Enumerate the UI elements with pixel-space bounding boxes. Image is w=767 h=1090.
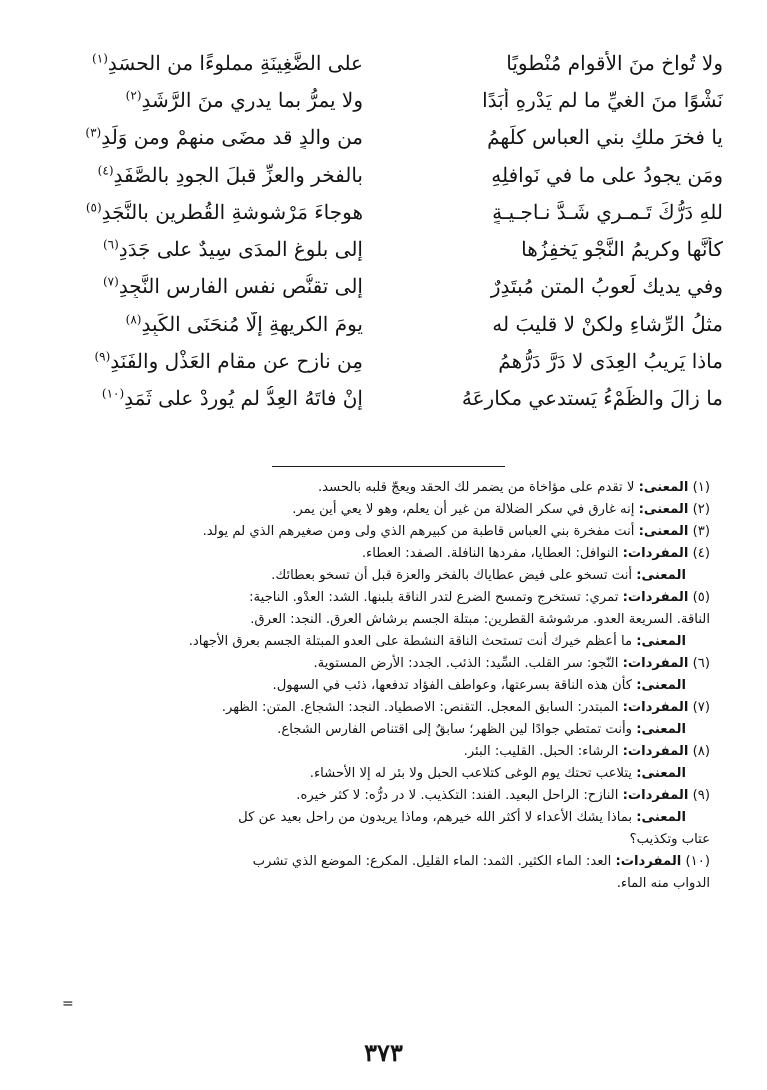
footnote-text: الناقة. السريعة العدو. مرشوشة القطرين: مبتلة الجسم برشاش العرق. النجد: العرق.	[250, 612, 710, 627]
verse-second-hemistich	[33, 200, 363, 224]
footnote-line	[64, 807, 710, 829]
footnote-number: (٥)	[692, 590, 710, 605]
poem	[33, 44, 723, 417]
verse-second-hemistich	[33, 125, 363, 149]
footnote-marker: (٥)	[85, 200, 102, 215]
footnote-number: (١٠)	[685, 854, 710, 869]
footnote-number: (٣)	[692, 524, 710, 539]
footnote-text: أنت مفخرة بني العباس قاطبة من كبيرهم الذي ولى ومن صغيرهم الذي لم يولد.	[202, 524, 639, 539]
verse-second-hemistich	[33, 312, 363, 336]
footnote-marker: (٧)	[102, 274, 119, 289]
footnote-label: المفردات:	[615, 854, 682, 869]
verse-line	[33, 230, 723, 267]
footnote-line	[64, 785, 710, 807]
verse-second-text: بالفخرِ والعزِّ قبلَ الجودِ بالصَّفَدِ	[113, 162, 363, 187]
verse-line	[33, 342, 723, 379]
footnote-label: المفردات:	[622, 546, 689, 561]
footnote-marker: (٣)	[85, 125, 102, 140]
footnote-label: المفردات:	[622, 700, 689, 715]
footnote-label: المفردات:	[622, 656, 689, 671]
verse-second-text: ولا يمرُّ بما يدري منَ الرَّشَدِ	[141, 87, 363, 112]
footnote-line	[64, 521, 710, 543]
footnote-line	[64, 675, 710, 697]
footnotes	[64, 477, 710, 895]
footnote-label: المفردات:	[622, 788, 689, 803]
footnote-marker: (٩)	[94, 349, 111, 364]
verse-second-text: إلى تقنُّصِ نفسِ الفارسِ النَّجِدِ	[118, 274, 363, 299]
footnote-label: المعنى:	[636, 766, 686, 781]
footnote-line	[64, 631, 710, 653]
verse-first-hemistich: كأنَّها وكريمُ النَّجْوِ يَخفِزُها	[521, 237, 723, 262]
footnote-number: (٩)	[692, 788, 710, 803]
footnote-text: يتلاعب تحتك يوم الوغى كتلاعب الحبل ولا بئر له إلا الأحشاء.	[309, 766, 637, 781]
verse-line	[33, 44, 723, 81]
footnote-marker: (١)	[92, 50, 108, 65]
footnote-label: المفردات:	[622, 744, 689, 759]
verse-first-hemistich: ماذا يَريبُ العِدَى لا دَرَّ دَرُّهمُ	[498, 349, 723, 374]
verse-second-hemistich	[33, 163, 363, 187]
footnote-marker: (١٠)	[101, 386, 125, 401]
footnote-number: (٢)	[692, 502, 710, 517]
verse-first-hemistich: ومَن يجودُ على ما في نَوافلِهِ	[491, 162, 723, 187]
verse-first-hemistich: مثلُ الرِّشاءِ ولكنْ لا قليبَ له	[492, 311, 723, 336]
footnote-line	[64, 499, 710, 521]
verse-line	[33, 305, 723, 342]
footnote-text: كأن هذه الناقة بسرعتها، وعواطف الفؤاد تدفعها، ذئب في السهول.	[272, 678, 637, 693]
footnote-label: المعنى:	[636, 722, 686, 737]
footnote-text: تمري: تستخرج وتمسح الضرع لتدر الناقة بلبنها. الشد: العدْو. الناجية:	[249, 590, 623, 605]
footnote-number: (٤)	[692, 546, 710, 561]
footnote-label: المعنى:	[638, 480, 689, 495]
footnote-text: ما أعظم خيرك أنت تستحث الناقة النشطة على العدو المبتلة الجسم بعرق الأجهاد.	[188, 634, 637, 649]
footnote-line	[64, 587, 710, 609]
footnote-line	[64, 851, 710, 873]
verse-first-hemistich: نَشْوًا منَ الغيِّ ما لم يَدْرِهِ أبَدًا	[482, 87, 723, 112]
footnote-line	[64, 697, 710, 719]
footnote-text: وأنت تمتطي جوادًا لين الظهر؛ سابقٌ إلى اقتناص الفارس الشجاع.	[277, 722, 637, 737]
footnote-number: (٦)	[692, 656, 710, 671]
footnote-text: المبتدر: السابق المعجل. التقنص: الاصطياد. النجد: الشجاع. المتن: الظهر.	[221, 700, 623, 715]
footnote-label: المعنى:	[636, 568, 686, 583]
verse-second-hemistich	[33, 386, 363, 410]
verse-line	[33, 119, 723, 156]
verse-first-hemistich: للهِ دَرُّكَ تَـمـري شَـدَّ نـاجـيـةٍ	[492, 199, 723, 224]
footnote-number: (١)	[692, 480, 710, 495]
verse-line	[33, 268, 723, 305]
footnote-label: المعنى:	[636, 634, 686, 649]
footnote-line	[64, 763, 710, 785]
footnote-line	[64, 543, 710, 565]
footnote-text: العد: الماء الكثير. الثمد: الماء القليل. المكرع: الموضع الذي تشرب	[252, 854, 616, 869]
footnote-label: المعنى:	[638, 502, 689, 517]
footnote-line	[64, 829, 710, 851]
footnote-line	[64, 477, 710, 499]
verse-first-hemistich: ما زالَ والظِّمْءُ يَستدعي مكارِعَهُ	[461, 386, 723, 411]
footnote-separator	[272, 466, 505, 467]
verse-second-hemistich	[33, 274, 363, 298]
verse-second-hemistich	[33, 237, 363, 261]
footnote-text: الدواب منه الماء.	[616, 876, 710, 891]
footnote-marker: (٨)	[125, 312, 142, 327]
footnote-text: الرشاء: الحبل. القليب: البئر.	[463, 744, 623, 759]
footnote-line	[64, 741, 710, 763]
continuation-mark: =	[62, 996, 74, 1012]
footnote-line	[64, 719, 710, 741]
footnote-number: (٨)	[692, 744, 710, 759]
footnote-marker: (٤)	[97, 162, 114, 177]
verse-second-text: يومَ الكريهةِ إلَّا مُنحَنَى الكَبِدِ	[141, 311, 363, 336]
footnote-label: المعنى:	[638, 524, 689, 539]
footnote-line	[64, 653, 710, 675]
footnote-text: إنه غارق في سكر الضلالة من غير أن يعلم، وهو لا يعي أين يمر.	[292, 502, 639, 517]
verse-first-hemistich: ولا تُواخِ منَ الأقوامِ مُنْطويًا	[506, 50, 723, 75]
verse-second-text: إلى بلوغِ المدَى سِيدٌ على جَدَدِ	[118, 237, 363, 262]
verse-second-text: من والدٍ قد مضَى منهمْ ومن وَلَدِ	[101, 125, 363, 150]
verse-second-text: هوجاءَ مَرْشوشةِ القُطرين بالنَّجَدِ	[101, 199, 363, 224]
footnote-text: النازح: الراحل البعيد. الفند: التكذيب. لا در درُّه: لا كثر خيره.	[296, 788, 623, 803]
verse-line	[33, 81, 723, 118]
footnote-text: النوافل: العطايا، مفردها النافلة. الصفد: العطاء.	[361, 546, 623, 561]
footnote-text: أنت تسخو على فيض عطاياك بالفخر والعزة قبل أن تسخو بعطائك.	[271, 568, 637, 583]
verse-first-hemistich: وفي يديك لَعوبُ المتنِ مُبتَدِرٌ	[490, 274, 723, 299]
footnote-text: عتاب وتكذيب؟	[629, 832, 710, 847]
verse-line	[33, 193, 723, 230]
footnote-label: المفردات:	[622, 590, 689, 605]
verse-line	[33, 380, 723, 417]
footnote-text: لا تقدم على مؤاخاة من يضمر لك الحقد ويعجّ قلبه بالحسد.	[317, 480, 639, 495]
page-number: ٣٧٣	[364, 1038, 403, 1067]
verse-second-text: على الضَّغِينَةِ مملوءًا من الحسَدِ	[107, 50, 363, 75]
footnote-line	[64, 873, 710, 895]
footnote-text: بماذا يشك الأعداء لا أكثر الله خيرهم، وماذا يريدون من راحل بعيد عن كل	[238, 810, 637, 825]
verse-second-hemistich	[33, 88, 363, 112]
footnote-marker: (٦)	[102, 237, 119, 252]
footnote-label: المعنى:	[636, 678, 686, 693]
verse-line	[33, 156, 723, 193]
verse-second-hemistich	[33, 51, 363, 75]
footnote-label: المعنى:	[636, 810, 686, 825]
verse-second-hemistich	[33, 349, 363, 373]
footnote-text: النّجو: سر القلب. السِّيد: الذئب. الجدد: الأرض المستوية.	[313, 656, 623, 671]
footnote-marker: (٢)	[125, 88, 142, 103]
footnote-line	[64, 565, 710, 587]
footnote-line	[64, 609, 710, 631]
verse-second-text: مِن نازحٍ عن مقامِ العَذْلِ والفَنَدِ	[110, 349, 363, 374]
verse-second-text: إنْ فاتَهُ العِدُّ لم يُوردْ على ثَمَدِ	[124, 386, 363, 411]
verse-first-hemistich: يا فخرَ ملكِ بني العباسِ كلِّهِمُ	[487, 125, 723, 150]
footnote-number: (٧)	[692, 700, 710, 715]
